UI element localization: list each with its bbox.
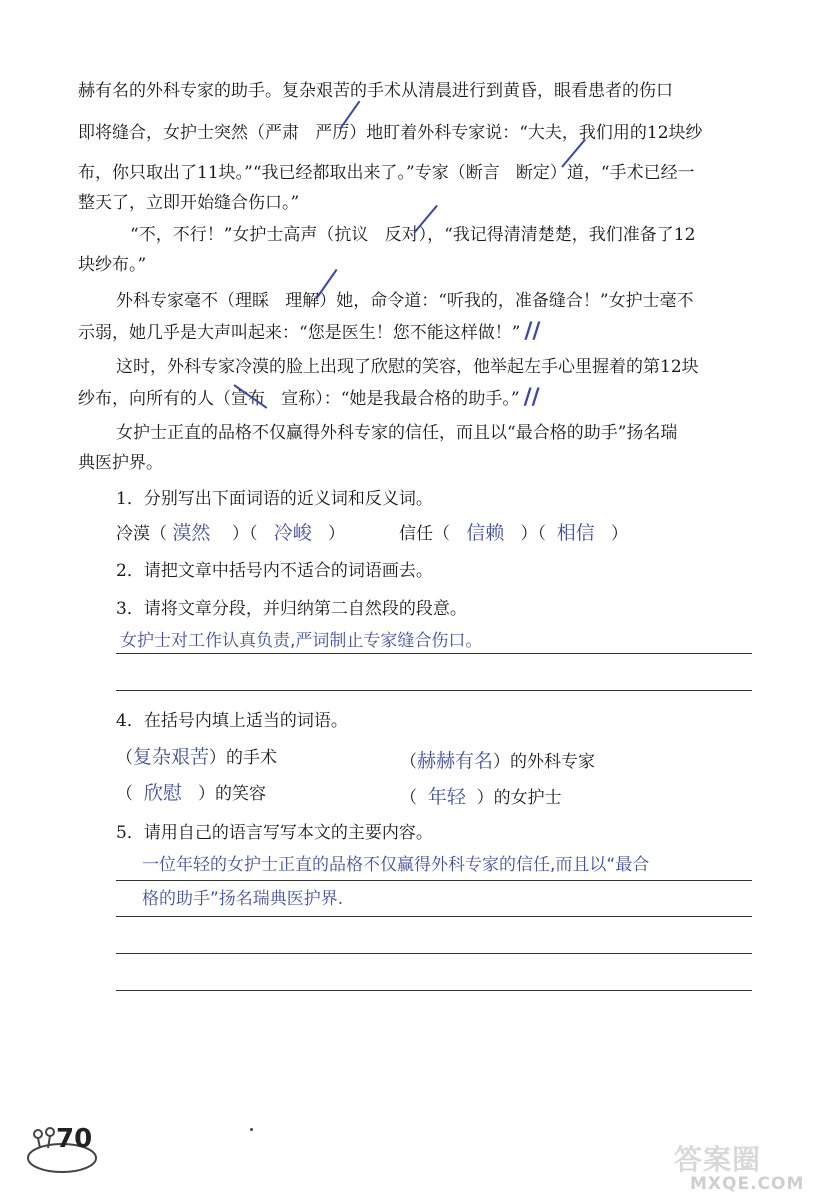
question-4-item: （ 年轻 ）的女护士 bbox=[400, 786, 562, 808]
passage-line bbox=[78, 158, 768, 183]
passage-text: 典医护界。 bbox=[78, 453, 163, 473]
page-number: 70 bbox=[56, 1124, 93, 1154]
answer-antonym: 冷峻 bbox=[273, 522, 312, 544]
passage-line bbox=[78, 384, 768, 410]
answer-line bbox=[116, 990, 752, 991]
question-4-item: （复杂艰苦）的手术 bbox=[116, 746, 278, 768]
answer-antonym: 相信 bbox=[556, 522, 595, 544]
answer-line bbox=[116, 653, 752, 654]
option-word: 宣布 bbox=[231, 389, 265, 409]
question-5-answer-line-2: 格的助手”扬名瑞典医护界. bbox=[142, 889, 344, 909]
question-word: 信任 bbox=[399, 524, 434, 544]
passage-text: 这时，外科专家冷漠的脸上出现了欣慰的笑容，他举起左手心里握着的第12块 bbox=[116, 357, 699, 377]
question-3-answer: 女护士对工作认真负责,严词制止专家缝合伤口。 bbox=[120, 631, 483, 651]
passage-line bbox=[116, 418, 806, 443]
option-word: 断定 bbox=[515, 163, 550, 183]
question-4-item: （赫赫有名）的外科专家 bbox=[400, 750, 596, 772]
passage-text: 纱布，向所有的人（ bbox=[78, 389, 231, 409]
question-1-answers: 冷漠（ 漠然 ）（ 冷峻 ） 信任（ 信赖 ）（ 相信 ） bbox=[116, 522, 629, 544]
passage-text: “不，不行！”女护士高声（抗议 bbox=[130, 225, 385, 245]
question-1-prompt: 1．分别写出下面词语的近义词和反义词。 bbox=[116, 489, 433, 509]
question-4-prompt: 4．在括号内填上适当的词语。 bbox=[116, 711, 348, 731]
passage-line bbox=[78, 318, 768, 344]
answer-word: 欣慰 bbox=[143, 782, 182, 804]
passage-text: 即将缝合，女护士突然（严肃 bbox=[78, 123, 316, 143]
answer-line bbox=[116, 690, 752, 691]
paragraph-break-mark: // bbox=[523, 385, 540, 410]
passage-text: ）她，命令道：“听我的，准备缝合！”女护士毫不 bbox=[319, 291, 694, 311]
watermark-url: MXQE.COM bbox=[690, 1174, 805, 1194]
answer-line bbox=[116, 916, 752, 917]
passage-line bbox=[116, 286, 806, 311]
option-word: 严厉 bbox=[315, 123, 350, 143]
option-word: 反对 bbox=[384, 225, 419, 245]
question-5-prompt: 5．请用自己的语言写写本文的主要内容。 bbox=[116, 823, 433, 843]
answer-word: 年轻 bbox=[427, 786, 466, 808]
paragraph-break-mark: // bbox=[524, 319, 541, 344]
passage-text: 赫有名的外科专家的助手。复杂艰苦的手术从清晨进行到黄昏，眼看患者的伤口 bbox=[78, 81, 673, 101]
passage-line bbox=[78, 118, 768, 143]
answer-synonym: 信赖 bbox=[466, 522, 505, 544]
passage-line bbox=[130, 220, 820, 245]
passage-text: 女护士正直的品格不仅赢得外科专家的信任，而且以“最合格的助手”扬名瑞 bbox=[116, 423, 678, 443]
passage-line bbox=[78, 448, 768, 473]
passage-line bbox=[78, 76, 768, 101]
print-speck bbox=[250, 1128, 253, 1131]
answer-word: 复杂艰苦 bbox=[133, 746, 210, 768]
watermark-logo: 答案圈 bbox=[674, 1143, 762, 1176]
question-4-item: （ 欣慰 ）的笑容 bbox=[116, 782, 267, 804]
passage-text: 布，你只取出了11块。”“我已经都取出来了。”专家（断言 bbox=[78, 163, 516, 183]
option-word: 理解 bbox=[285, 291, 320, 311]
passage-text: ）地盯着外科专家说：“大夫，我们用的12块纱 bbox=[349, 123, 703, 143]
question-2-prompt: 2．请把文章中括号内不适合的词语画去。 bbox=[116, 561, 433, 581]
answer-word: 赫赫有名 bbox=[417, 750, 494, 772]
question-5-answer-line-1: 一位年轻的女护士正直的品格不仅赢得外科专家的信任,而且以“最合 bbox=[142, 855, 650, 875]
passage-line bbox=[78, 250, 768, 275]
answer-synonym: 漠然 bbox=[172, 522, 211, 544]
passage-text: 整天了，立即开始缝合伤口。” bbox=[78, 193, 300, 213]
passage-text: 外科专家毫不（理睬 bbox=[116, 291, 286, 311]
passage-line bbox=[116, 352, 806, 377]
passage-text: ）道，“手术已经一 bbox=[549, 163, 695, 183]
passage-text: ），“我记得清清楚楚，我们准备了12 bbox=[418, 225, 696, 245]
answer-line bbox=[116, 953, 752, 954]
passage-text: 示弱，她几乎是大声叫起来：“您是医生！您不能这样做！” bbox=[78, 323, 521, 343]
question-3-prompt: 3．请将文章分段，并归纳第二自然段的段意。 bbox=[116, 599, 467, 619]
question-word: 冷漠 bbox=[116, 524, 150, 544]
answer-line bbox=[116, 880, 752, 881]
passage-line bbox=[78, 188, 768, 213]
passage-text: 宣称）：“她是我最合格的助手。” bbox=[265, 389, 520, 409]
passage-text: 块纱布。” bbox=[78, 255, 147, 275]
